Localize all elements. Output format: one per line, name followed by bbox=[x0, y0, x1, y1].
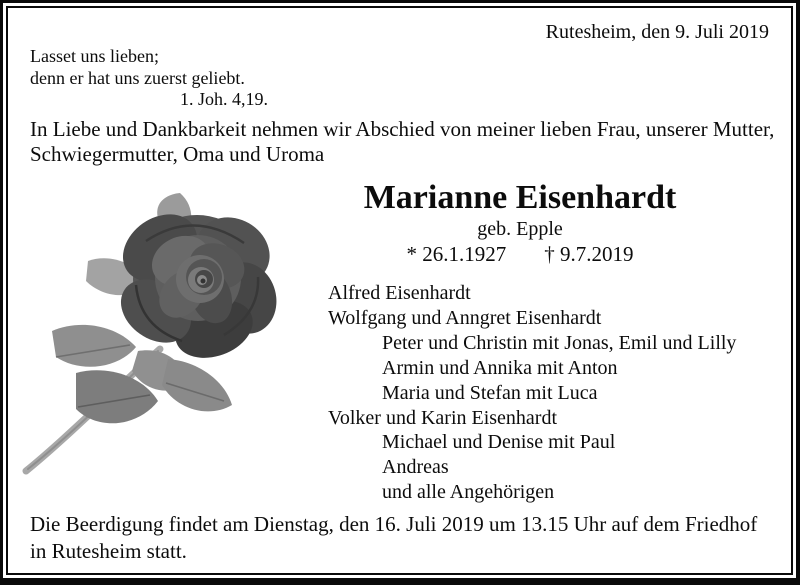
verse-line-2: denn er hat uns zuerst geliebt. bbox=[30, 67, 245, 88]
intro-line-2: Schwiegermutter, Oma und Uroma bbox=[30, 141, 325, 166]
dateline: Rutesheim, den 9. Juli 2019 bbox=[545, 21, 769, 43]
deceased-block bbox=[283, 180, 757, 266]
verse-source: 1. Joh. 4,19. bbox=[180, 89, 269, 109]
mourner-line: Andreas bbox=[382, 456, 449, 479]
mourner-line: Michael und Denise mit Paul bbox=[382, 431, 616, 454]
funeral-line-2: in Rutesheim statt. bbox=[30, 538, 187, 563]
maiden-name: geb. Epple bbox=[477, 218, 563, 240]
mourner-line: Wolfgang und Anngret Eisenhardt bbox=[328, 306, 602, 329]
verse-line-1: Lasset uns lieben; bbox=[30, 46, 159, 66]
funeral-info bbox=[30, 511, 757, 564]
intro-line-1: In Liebe und Dankbarkeit nehmen wir Abschied von meiner lieben Frau, unserer Mutter, bbox=[30, 117, 775, 141]
funeral-line-1: Die Beerdigung findet am Dienstag, den 16. Juli 2019 um 13.15 Uhr auf dem Friedhof bbox=[30, 512, 758, 536]
rose-photo bbox=[18, 193, 310, 481]
mourner-line: Armin und Annika mit Anton bbox=[382, 356, 618, 379]
birth-date: * 26.1.1927 bbox=[406, 242, 507, 266]
life-dates bbox=[283, 243, 757, 266]
mourner-line: und alle Angehörigen bbox=[382, 481, 555, 504]
mourner-line: Volker und Karin Eisenhardt bbox=[328, 406, 558, 429]
mourner-line: Maria und Stefan mit Luca bbox=[382, 381, 598, 404]
mourner-line: Peter und Christin mit Jonas, Emil und Lilly bbox=[382, 331, 737, 354]
mourner-line: Alfred Eisenhardt bbox=[328, 282, 471, 304]
death-date: † 9.7.2019 bbox=[544, 242, 634, 266]
verse-block bbox=[30, 46, 268, 111]
deceased-name: Marianne Eisenhardt bbox=[363, 179, 677, 216]
mourners-list bbox=[328, 281, 736, 505]
intro-text bbox=[30, 117, 774, 166]
rose-flower bbox=[109, 200, 284, 368]
